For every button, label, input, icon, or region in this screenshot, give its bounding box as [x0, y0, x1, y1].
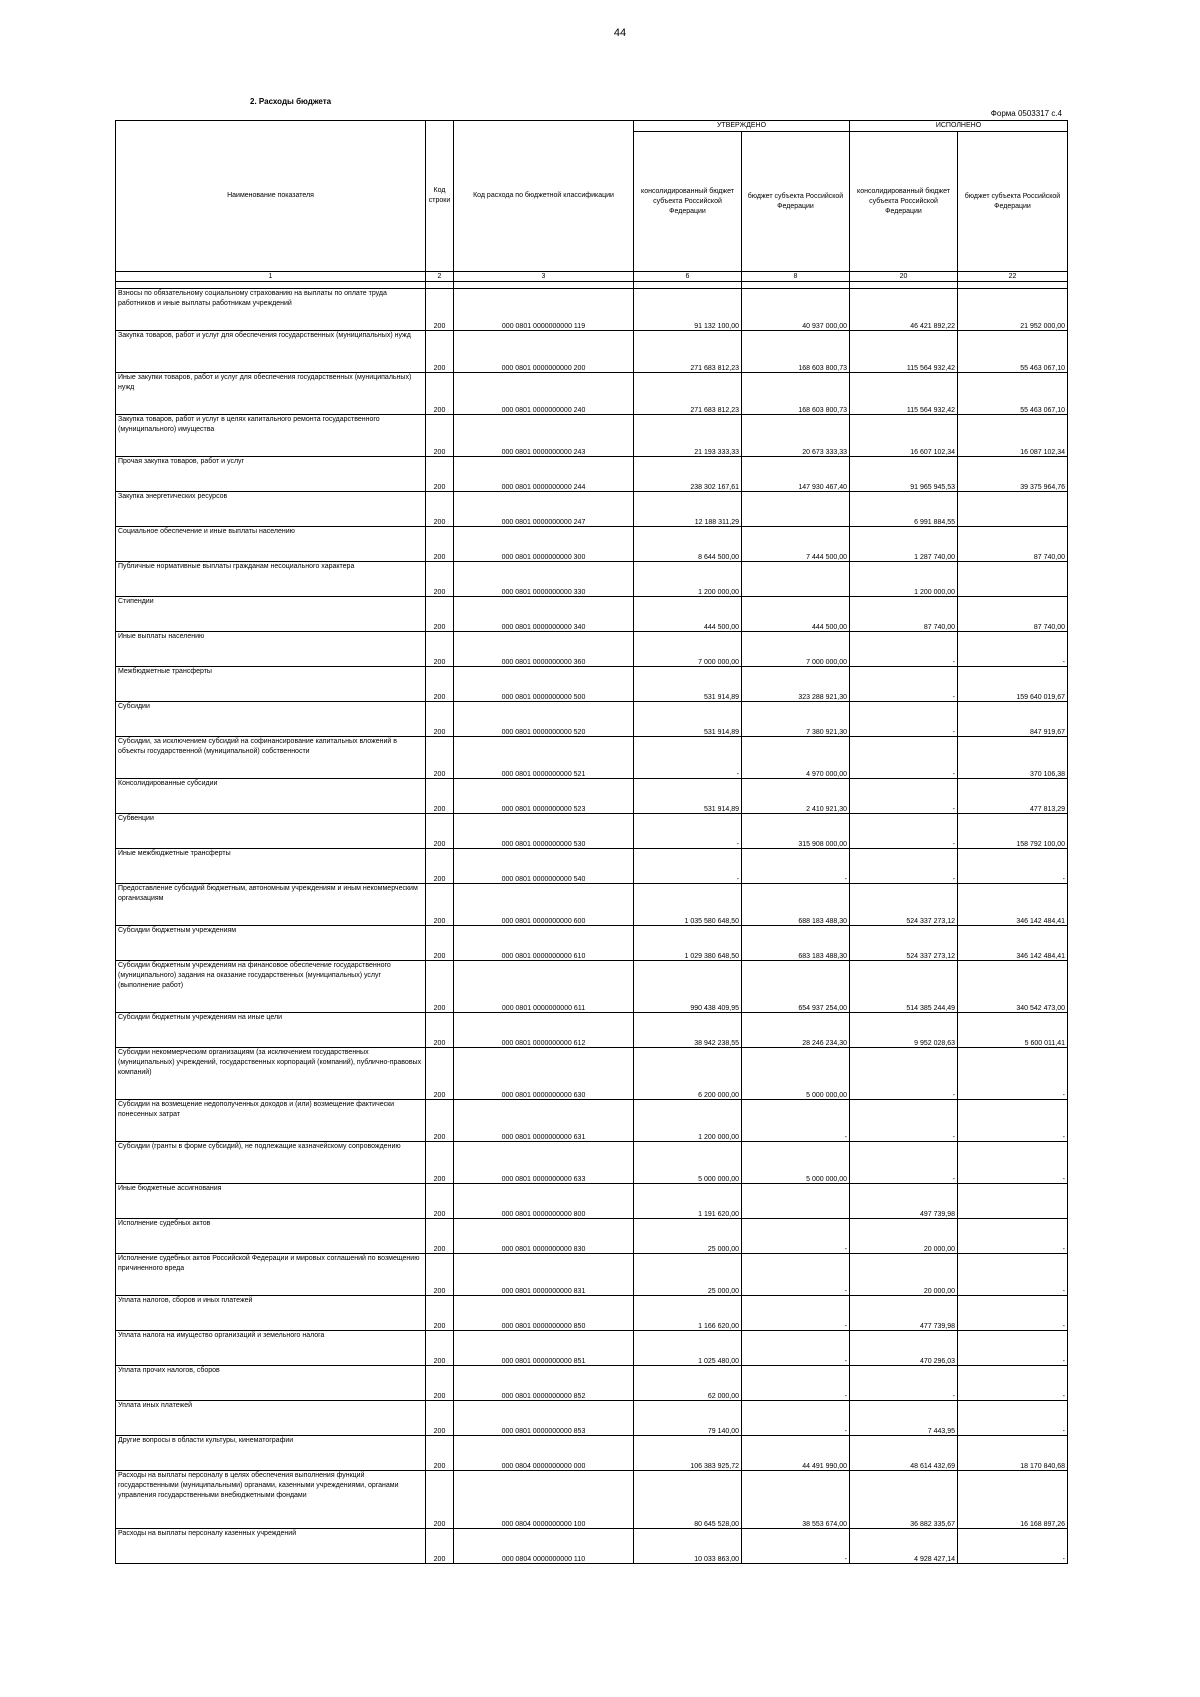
row-executed-subject: 340 542 473,00	[958, 961, 1068, 1013]
table-row	[116, 1219, 1068, 1254]
column-number: 20	[850, 272, 958, 282]
row-budget-code: 000 0801 0000000000 523	[454, 779, 634, 814]
row-approved-subject: -	[742, 849, 850, 884]
row-line-code: 200	[426, 779, 454, 814]
table-row	[116, 415, 1068, 457]
table-row	[116, 373, 1068, 415]
row-approved-subject: 7 444 500,00	[742, 527, 850, 562]
row-approved-subject	[742, 562, 850, 597]
row-executed-subject: -	[958, 1219, 1068, 1254]
row-executed-consolidated: -	[850, 779, 958, 814]
row-executed-consolidated: 477 739,98	[850, 1296, 958, 1331]
row-approved-consolidated: 238 302 167,61	[634, 457, 742, 492]
row-executed-consolidated: 4 928 427,14	[850, 1529, 958, 1564]
row-approved-subject: -	[742, 1366, 850, 1401]
row-line-code: 200	[426, 1471, 454, 1529]
row-executed-subject	[958, 562, 1068, 597]
row-line-code: 200	[426, 1529, 454, 1564]
row-budget-code: 000 0801 0000000000 500	[454, 667, 634, 702]
row-approved-subject: -	[742, 1100, 850, 1142]
row-line-code: 200	[426, 814, 454, 849]
row-approved-consolidated: 25 000,00	[634, 1219, 742, 1254]
row-name: Субсидии	[116, 702, 426, 737]
row-budget-code: 000 0801 0000000000 851	[454, 1331, 634, 1366]
row-executed-subject: 18 170 840,68	[958, 1436, 1068, 1471]
row-approved-subject: -	[742, 1401, 850, 1436]
row-executed-consolidated: 20 000,00	[850, 1254, 958, 1296]
row-approved-subject: 168 603 800,73	[742, 331, 850, 373]
row-budget-code: 000 0801 0000000000 633	[454, 1142, 634, 1184]
row-budget-code: 000 0801 0000000000 850	[454, 1296, 634, 1331]
row-budget-code: 000 0804 0000000000 000	[454, 1436, 634, 1471]
row-name: Иные бюджетные ассигнования	[116, 1184, 426, 1219]
row-line-code: 200	[426, 667, 454, 702]
row-executed-consolidated: 46 421 892,22	[850, 289, 958, 331]
row-name: Уплата налогов, сборов и иных платежей	[116, 1296, 426, 1331]
row-approved-consolidated: -	[634, 849, 742, 884]
row-approved-subject: 28 246 234,30	[742, 1013, 850, 1048]
row-name: Межбюджетные трансферты	[116, 667, 426, 702]
row-budget-code: 000 0801 0000000000 200	[454, 331, 634, 373]
table-row	[116, 1048, 1068, 1100]
row-executed-consolidated: 115 564 932,42	[850, 373, 958, 415]
row-line-code: 200	[426, 702, 454, 737]
row-approved-subject: 5 000 000,00	[742, 1142, 850, 1184]
row-budget-code: 000 0801 0000000000 852	[454, 1366, 634, 1401]
row-executed-subject: 55 463 067,10	[958, 331, 1068, 373]
row-approved-consolidated: 1 166 620,00	[634, 1296, 742, 1331]
row-name: Субсидии бюджетным учреждениям на иные цели	[116, 1013, 426, 1048]
row-budget-code: 000 0801 0000000000 540	[454, 849, 634, 884]
row-line-code: 200	[426, 457, 454, 492]
row-executed-subject: 159 640 019,67	[958, 667, 1068, 702]
row-approved-consolidated: 7 000 000,00	[634, 632, 742, 667]
row-line-code: 200	[426, 289, 454, 331]
row-budget-code: 000 0801 0000000000 800	[454, 1184, 634, 1219]
row-approved-consolidated: -	[634, 737, 742, 779]
row-name: Закупка товаров, работ и услуг в целях капитального ремонта государственного (муниципального) имущества	[116, 415, 426, 457]
row-approved-subject: 168 603 800,73	[742, 373, 850, 415]
header-executed-consolidated: консолидированный бюджет субъекта Российской Федерации	[850, 132, 958, 272]
row-executed-subject: -	[958, 1529, 1068, 1564]
row-executed-subject: 87 740,00	[958, 597, 1068, 632]
row-approved-consolidated: 1 200 000,00	[634, 562, 742, 597]
table-row	[116, 1184, 1068, 1219]
row-line-code: 200	[426, 737, 454, 779]
section-title: 2. Расходы бюджета	[250, 97, 332, 106]
row-name: Социальное обеспечение и иные выплаты населению	[116, 527, 426, 562]
row-budget-code: 000 0801 0000000000 630	[454, 1048, 634, 1100]
row-approved-consolidated: 8 644 500,00	[634, 527, 742, 562]
row-line-code: 200	[426, 331, 454, 373]
header-line-code: Код строки	[426, 121, 454, 272]
row-approved-subject: 2 410 921,30	[742, 779, 850, 814]
row-executed-consolidated: 1 287 740,00	[850, 527, 958, 562]
row-approved-subject: 44 491 990,00	[742, 1436, 850, 1471]
row-budget-code: 000 0801 0000000000 830	[454, 1219, 634, 1254]
row-line-code: 200	[426, 492, 454, 527]
table-row	[116, 1013, 1068, 1048]
table-row	[116, 562, 1068, 597]
row-executed-consolidated: 91 965 945,53	[850, 457, 958, 492]
row-name: Уплата иных платежей	[116, 1401, 426, 1436]
row-name: Консолидированные субсидии	[116, 779, 426, 814]
row-executed-consolidated: -	[850, 1100, 958, 1142]
row-name: Закупка товаров, работ и услуг для обеспечения государственных (муниципальных) нужд	[116, 331, 426, 373]
row-name: Закупка энергетических ресурсов	[116, 492, 426, 527]
row-line-code: 200	[426, 597, 454, 632]
row-line-code: 200	[426, 1296, 454, 1331]
row-executed-consolidated: -	[850, 814, 958, 849]
row-executed-consolidated: 16 607 102,34	[850, 415, 958, 457]
row-approved-subject: 20 673 333,33	[742, 415, 850, 457]
header-approved-subject: бюджет субъекта Российской Федерации	[742, 132, 850, 272]
table-row	[116, 632, 1068, 667]
header-budget-code: Код расхода по бюджетной классификации	[454, 121, 634, 272]
row-approved-consolidated: 62 000,00	[634, 1366, 742, 1401]
row-line-code: 200	[426, 562, 454, 597]
row-line-code: 200	[426, 1219, 454, 1254]
table-row	[116, 289, 1068, 331]
row-name: Взносы по обязательному социальному страхованию на выплаты по оплате труда работников и иные выплаты работникам учреждений	[116, 289, 426, 331]
row-executed-consolidated: -	[850, 702, 958, 737]
row-approved-subject	[742, 1184, 850, 1219]
header-approved-consolidated: консолидированный бюджет субъекта Российской Федерации	[634, 132, 742, 272]
row-name: Субсидии бюджетным учреждениям	[116, 926, 426, 961]
row-line-code: 200	[426, 1048, 454, 1100]
table-row	[116, 1142, 1068, 1184]
row-approved-consolidated: 990 438 409,95	[634, 961, 742, 1013]
row-approved-subject: -	[742, 1529, 850, 1564]
row-executed-subject: 847 919,67	[958, 702, 1068, 737]
row-executed-consolidated: 7 443,95	[850, 1401, 958, 1436]
row-executed-consolidated: 1 200 000,00	[850, 562, 958, 597]
column-number: 6	[634, 272, 742, 282]
row-approved-subject: 323 288 921,30	[742, 667, 850, 702]
row-line-code: 200	[426, 926, 454, 961]
row-executed-subject: -	[958, 1331, 1068, 1366]
row-name: Субвенции	[116, 814, 426, 849]
table-row	[116, 331, 1068, 373]
row-name: Публичные нормативные выплаты гражданам несоциального характера	[116, 562, 426, 597]
row-approved-consolidated: 106 383 925,72	[634, 1436, 742, 1471]
row-executed-consolidated: -	[850, 667, 958, 702]
table-row	[116, 702, 1068, 737]
column-number: 2	[426, 272, 454, 282]
table-row	[116, 961, 1068, 1013]
row-executed-consolidated: 497 739,98	[850, 1184, 958, 1219]
table-row	[116, 779, 1068, 814]
row-executed-consolidated: -	[850, 737, 958, 779]
row-approved-consolidated: 271 683 812,23	[634, 373, 742, 415]
row-approved-consolidated: 79 140,00	[634, 1401, 742, 1436]
row-line-code: 200	[426, 1366, 454, 1401]
expenditures-table	[115, 120, 1068, 1564]
row-approved-consolidated: 12 188 311,29	[634, 492, 742, 527]
row-executed-subject: 346 142 484,41	[958, 926, 1068, 961]
row-executed-subject: 16 168 897,26	[958, 1471, 1068, 1529]
row-approved-consolidated: 5 000 000,00	[634, 1142, 742, 1184]
row-approved-consolidated: 1 200 000,00	[634, 1100, 742, 1142]
row-budget-code: 000 0801 0000000000 610	[454, 926, 634, 961]
row-executed-subject: -	[958, 1048, 1068, 1100]
row-budget-code: 000 0801 0000000000 530	[454, 814, 634, 849]
row-line-code: 200	[426, 1142, 454, 1184]
row-line-code: 200	[426, 1331, 454, 1366]
row-line-code: 200	[426, 1254, 454, 1296]
header-executed-subject: бюджет субъекта Российской Федерации	[958, 132, 1068, 272]
row-approved-subject: 5 000 000,00	[742, 1048, 850, 1100]
table-row	[116, 1100, 1068, 1142]
row-name: Стипендии	[116, 597, 426, 632]
column-number: 1	[116, 272, 426, 282]
row-budget-code: 000 0801 0000000000 521	[454, 737, 634, 779]
row-approved-consolidated: 21 193 333,33	[634, 415, 742, 457]
row-line-code: 200	[426, 1401, 454, 1436]
row-budget-code: 000 0801 0000000000 340	[454, 597, 634, 632]
table-row	[116, 814, 1068, 849]
row-budget-code: 000 0801 0000000000 611	[454, 961, 634, 1013]
row-budget-code: 000 0804 0000000000 100	[454, 1471, 634, 1529]
table-row	[116, 1254, 1068, 1296]
row-executed-consolidated: -	[850, 1142, 958, 1184]
row-line-code: 200	[426, 1013, 454, 1048]
row-executed-subject: 158 792 100,00	[958, 814, 1068, 849]
row-approved-consolidated: 80 645 528,00	[634, 1471, 742, 1529]
row-executed-consolidated: 6 991 884,55	[850, 492, 958, 527]
row-budget-code: 000 0801 0000000000 520	[454, 702, 634, 737]
table-row	[116, 1401, 1068, 1436]
row-budget-code: 000 0801 0000000000 300	[454, 527, 634, 562]
row-budget-code: 000 0801 0000000000 600	[454, 884, 634, 926]
table-row	[116, 1529, 1068, 1564]
table-row	[116, 527, 1068, 562]
row-name: Иные межбюджетные трансферты	[116, 849, 426, 884]
row-executed-subject: -	[958, 1254, 1068, 1296]
row-executed-subject: 477 813,29	[958, 779, 1068, 814]
row-name: Исполнение судебных актов Российской Федерации и мировых соглашений по возмещению причиненного вреда	[116, 1254, 426, 1296]
row-budget-code: 000 0801 0000000000 831	[454, 1254, 634, 1296]
row-executed-consolidated: -	[850, 632, 958, 667]
row-line-code: 200	[426, 415, 454, 457]
row-executed-subject: 5 600 011,41	[958, 1013, 1068, 1048]
row-approved-subject: 4 970 000,00	[742, 737, 850, 779]
row-approved-subject: 40 937 000,00	[742, 289, 850, 331]
row-name: Субсидии на возмещение недополученных доходов и (или) возмещение фактически понесенных затрат	[116, 1100, 426, 1142]
row-approved-consolidated: 531 914,89	[634, 702, 742, 737]
row-approved-subject: 654 937 254,00	[742, 961, 850, 1013]
header-executed: ИСПОЛНЕНО	[850, 121, 1068, 132]
page-number: 44	[613, 27, 627, 39]
form-label: Форма 0503317 с.4	[990, 109, 1062, 118]
row-executed-consolidated: 36 882 335,67	[850, 1471, 958, 1529]
row-name: Субсидии, за исключением субсидий на софинансирование капитальных вложений в объекты государственной (муниципальной) собственности	[116, 737, 426, 779]
row-approved-consolidated: 271 683 812,23	[634, 331, 742, 373]
row-approved-subject: -	[742, 1254, 850, 1296]
table-row	[116, 1366, 1068, 1401]
row-budget-code: 000 0801 0000000000 631	[454, 1100, 634, 1142]
row-line-code: 200	[426, 1436, 454, 1471]
row-approved-subject: 38 553 674,00	[742, 1471, 850, 1529]
row-name: Субсидии некоммерческим организациям (за исключением государственных (муниципальных) учреждений, государственных корпораций (компаний), публично-правовых компаний)	[116, 1048, 426, 1100]
row-approved-subject: -	[742, 1219, 850, 1254]
row-budget-code: 000 0801 0000000000 360	[454, 632, 634, 667]
row-line-code: 200	[426, 527, 454, 562]
row-approved-consolidated: 1 025 480,00	[634, 1331, 742, 1366]
table-row	[116, 492, 1068, 527]
row-approved-subject: 7 380 921,30	[742, 702, 850, 737]
table-row	[116, 667, 1068, 702]
row-executed-subject: -	[958, 1401, 1068, 1436]
row-approved-consolidated: 91 132 100,00	[634, 289, 742, 331]
row-executed-consolidated: 9 952 028,63	[850, 1013, 958, 1048]
row-executed-subject	[958, 1184, 1068, 1219]
row-executed-consolidated: 514 385 244,49	[850, 961, 958, 1013]
row-executed-consolidated: -	[850, 1366, 958, 1401]
row-approved-consolidated: 10 033 863,00	[634, 1529, 742, 1564]
row-line-code: 200	[426, 373, 454, 415]
row-executed-subject: -	[958, 1100, 1068, 1142]
row-executed-consolidated: 48 614 432,69	[850, 1436, 958, 1471]
row-approved-subject: 147 930 467,40	[742, 457, 850, 492]
row-executed-consolidated: -	[850, 849, 958, 884]
row-approved-subject: 7 000 000,00	[742, 632, 850, 667]
row-line-code: 200	[426, 884, 454, 926]
row-name: Расходы на выплаты персоналу в целях обеспечения выполнения функций государственными (муниципальными) органами, казенными учреждениями, органами управления государственными внебюджетными фондами	[116, 1471, 426, 1529]
row-budget-code: 000 0801 0000000000 247	[454, 492, 634, 527]
row-name: Расходы на выплаты персоналу казенных учреждений	[116, 1529, 426, 1564]
row-budget-code: 000 0801 0000000000 330	[454, 562, 634, 597]
row-executed-consolidated: -	[850, 1048, 958, 1100]
row-approved-subject: 683 183 488,30	[742, 926, 850, 961]
row-approved-consolidated: 531 914,89	[634, 667, 742, 702]
row-name: Иные закупки товаров, работ и услуг для обеспечения государственных (муниципальных) нужд	[116, 373, 426, 415]
row-line-code: 200	[426, 849, 454, 884]
row-approved-subject: -	[742, 1296, 850, 1331]
table-row	[116, 737, 1068, 779]
row-name: Субсидии (гранты в форме субсидий), не подлежащие казначейскому сопровождению	[116, 1142, 426, 1184]
row-approved-consolidated: 1 035 580 648,50	[634, 884, 742, 926]
row-budget-code: 000 0801 0000000000 119	[454, 289, 634, 331]
row-executed-subject: -	[958, 1366, 1068, 1401]
row-executed-subject: 39 375 964,76	[958, 457, 1068, 492]
row-line-code: 200	[426, 1184, 454, 1219]
header-name: Наименование показателя	[116, 121, 426, 272]
row-name: Уплата прочих налогов, сборов	[116, 1366, 426, 1401]
row-line-code: 200	[426, 961, 454, 1013]
table-row	[116, 849, 1068, 884]
column-number: 3	[454, 272, 634, 282]
row-executed-consolidated: 115 564 932,42	[850, 331, 958, 373]
row-executed-consolidated: 524 337 273,12	[850, 884, 958, 926]
column-number: 22	[958, 272, 1068, 282]
row-name: Иные выплаты населению	[116, 632, 426, 667]
row-budget-code: 000 0801 0000000000 612	[454, 1013, 634, 1048]
row-approved-subject: 444 500,00	[742, 597, 850, 632]
row-executed-subject: 21 952 000,00	[958, 289, 1068, 331]
row-name: Другие вопросы в области культуры, кинематографии	[116, 1436, 426, 1471]
row-executed-consolidated: 87 740,00	[850, 597, 958, 632]
table-row	[116, 1331, 1068, 1366]
table-row	[116, 926, 1068, 961]
row-approved-subject	[742, 492, 850, 527]
row-executed-consolidated: 524 337 273,12	[850, 926, 958, 961]
row-line-code: 200	[426, 1100, 454, 1142]
row-budget-code: 000 0801 0000000000 240	[454, 373, 634, 415]
row-budget-code: 000 0801 0000000000 244	[454, 457, 634, 492]
row-executed-consolidated: 470 296,03	[850, 1331, 958, 1366]
row-executed-subject: 370 106,38	[958, 737, 1068, 779]
table-row	[116, 884, 1068, 926]
row-name: Предоставление субсидий бюджетным, автономным учреждениям и иным некоммерческим организациям	[116, 884, 426, 926]
row-approved-consolidated: 6 200 000,00	[634, 1048, 742, 1100]
row-budget-code: 000 0804 0000000000 110	[454, 1529, 634, 1564]
row-executed-subject: 16 087 102,34	[958, 415, 1068, 457]
table-row	[116, 457, 1068, 492]
row-executed-subject	[958, 492, 1068, 527]
row-approved-consolidated: 25 000,00	[634, 1254, 742, 1296]
row-name: Субсидии бюджетным учреждениям на финансовое обеспечение государственного (муниципального) задания на оказание государственных (муниципальных) услуг (выполнение работ)	[116, 961, 426, 1013]
row-approved-consolidated: 1 191 620,00	[634, 1184, 742, 1219]
row-executed-subject: 55 463 067,10	[958, 373, 1068, 415]
row-approved-consolidated: 531 914,89	[634, 779, 742, 814]
row-executed-subject: -	[958, 849, 1068, 884]
table-row	[116, 1436, 1068, 1471]
row-executed-subject: 87 740,00	[958, 527, 1068, 562]
row-name: Прочая закупка товаров, работ и услуг	[116, 457, 426, 492]
row-approved-consolidated: 1 029 380 648,50	[634, 926, 742, 961]
table-row	[116, 597, 1068, 632]
row-approved-subject: 688 183 488,30	[742, 884, 850, 926]
row-approved-consolidated: 38 942 238,55	[634, 1013, 742, 1048]
row-budget-code: 000 0801 0000000000 243	[454, 415, 634, 457]
row-budget-code: 000 0801 0000000000 853	[454, 1401, 634, 1436]
header-approved: УТВЕРЖДЕНО	[634, 121, 850, 132]
column-number-row	[116, 272, 1068, 282]
row-executed-subject: -	[958, 632, 1068, 667]
table-row	[116, 1296, 1068, 1331]
row-approved-subject: 315 908 000,00	[742, 814, 850, 849]
row-name: Исполнение судебных актов	[116, 1219, 426, 1254]
table-row	[116, 1471, 1068, 1529]
row-executed-subject: -	[958, 1142, 1068, 1184]
row-executed-subject: -	[958, 1296, 1068, 1331]
row-approved-consolidated: 444 500,00	[634, 597, 742, 632]
row-approved-consolidated: -	[634, 814, 742, 849]
row-executed-consolidated: 20 000,00	[850, 1219, 958, 1254]
row-approved-subject: -	[742, 1331, 850, 1366]
column-number: 8	[742, 272, 850, 282]
row-line-code: 200	[426, 632, 454, 667]
row-executed-subject: 346 142 484,41	[958, 884, 1068, 926]
row-name: Уплата налога на имущество организаций и земельного налога	[116, 1331, 426, 1366]
